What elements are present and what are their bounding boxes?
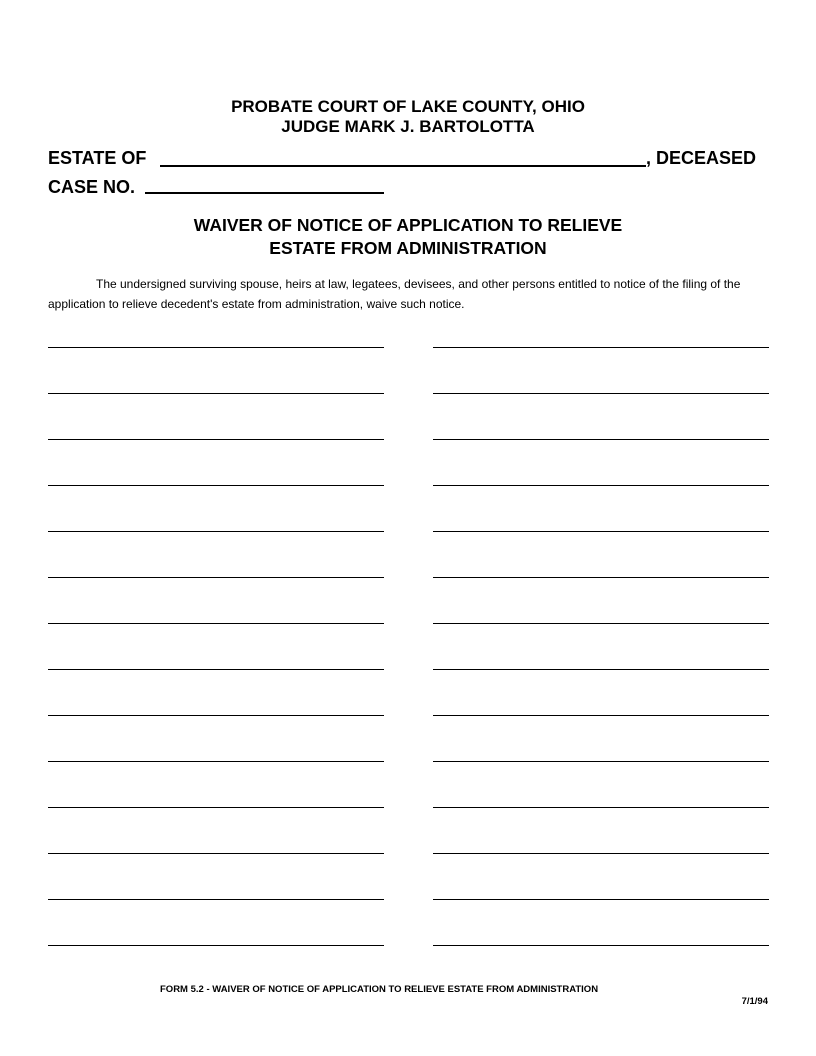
form-footer: FORM 5.2 - WAIVER OF NOTICE OF APPLICATION TO RELIEVE ESTATE FROM ADMINISTRATION xyxy=(160,984,599,995)
signature-line-right[interactable] xyxy=(433,945,769,946)
signature-line-right[interactable] xyxy=(433,715,769,716)
signature-line-left[interactable] xyxy=(48,347,384,348)
form-title-line2: ESTATE FROM ADMINISTRATION xyxy=(269,238,547,258)
court-name: PROBATE COURT OF LAKE COUNTY, OHIO xyxy=(231,97,585,116)
signature-line-right[interactable] xyxy=(433,853,769,854)
case-number-field[interactable] xyxy=(145,192,384,194)
estate-field[interactable] xyxy=(160,165,646,167)
waiver-text: The undersigned surviving spouse, heirs at law, legatees, devisees, and other persons entitled to notice of the filing of the application to relieve decedent's estate from administration, waive such notice. xyxy=(48,277,741,311)
signature-line-left[interactable] xyxy=(48,715,384,716)
form-date: 7/1/94 xyxy=(741,996,768,1007)
signature-line-right[interactable] xyxy=(433,439,769,440)
signature-line-right[interactable] xyxy=(433,899,769,900)
signature-line-right[interactable] xyxy=(433,393,769,394)
signature-line-right[interactable] xyxy=(433,485,769,486)
case-label: CASE NO. xyxy=(48,177,136,197)
signature-line-left[interactable] xyxy=(48,761,384,762)
signature-line-left[interactable] xyxy=(48,485,384,486)
signature-line-right[interactable] xyxy=(433,807,769,808)
estate-label: ESTATE OF xyxy=(48,148,147,168)
signature-line-right[interactable] xyxy=(433,347,769,348)
signature-line-left[interactable] xyxy=(48,807,384,808)
judge-name: JUDGE MARK J. BARTOLOTTA xyxy=(281,117,535,136)
deceased-label: , DECEASED xyxy=(646,148,757,168)
signature-line-right[interactable] xyxy=(433,623,769,624)
signature-line-left[interactable] xyxy=(48,531,384,532)
form-title-line1: WAIVER OF NOTICE OF APPLICATION TO RELIEVE xyxy=(193,215,623,235)
signature-line-right[interactable] xyxy=(433,531,769,532)
signature-line-left[interactable] xyxy=(48,393,384,394)
signature-line-right[interactable] xyxy=(433,669,769,670)
signature-line-right[interactable] xyxy=(433,761,769,762)
signature-line-left[interactable] xyxy=(48,853,384,854)
signature-line-left[interactable] xyxy=(48,899,384,900)
signature-line-left[interactable] xyxy=(48,623,384,624)
signature-line-left[interactable] xyxy=(48,669,384,670)
signature-line-right[interactable] xyxy=(433,577,769,578)
signature-line-left[interactable] xyxy=(48,439,384,440)
signature-line-left[interactable] xyxy=(48,577,384,578)
signature-line-left[interactable] xyxy=(48,945,384,946)
